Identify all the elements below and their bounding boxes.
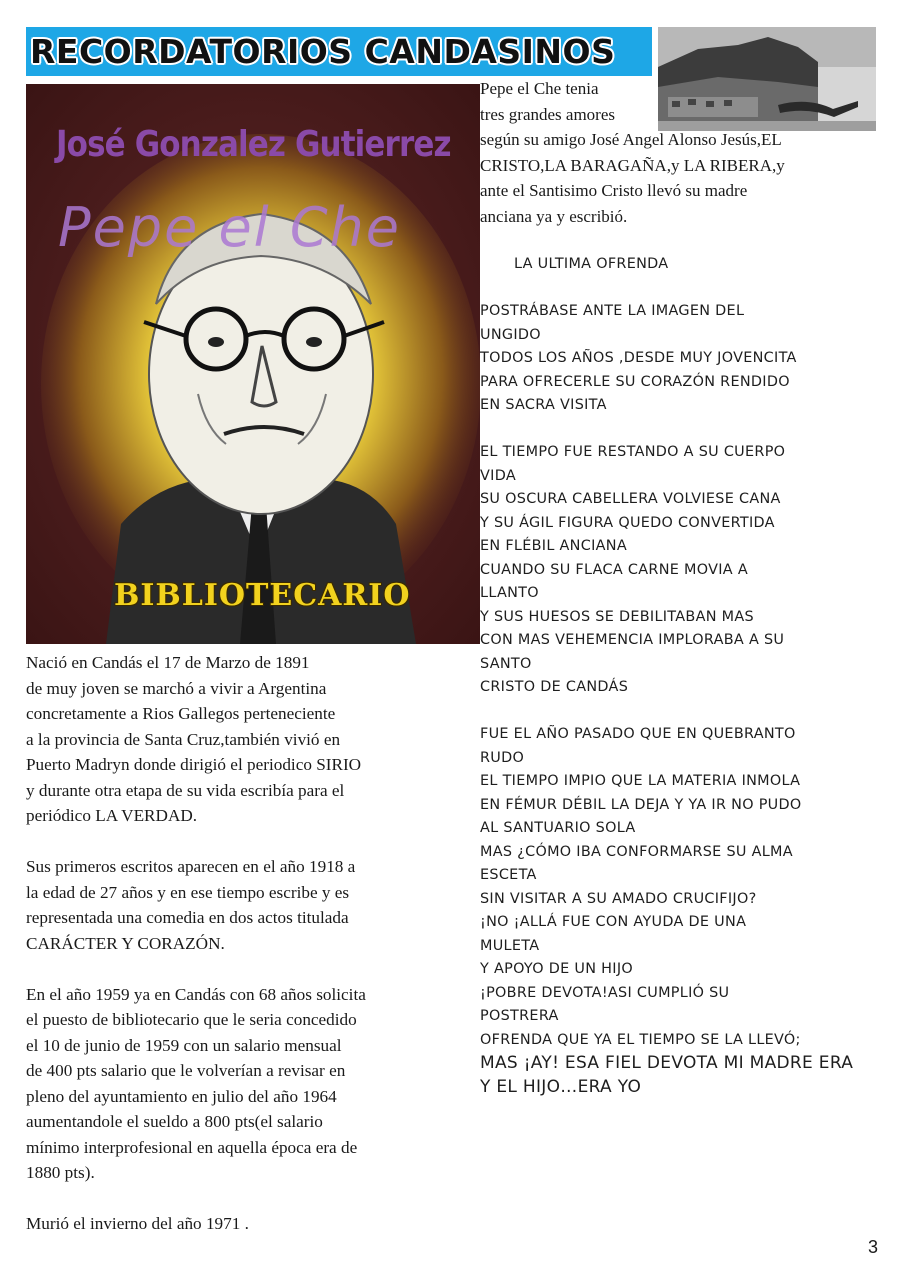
- page-number: 3: [868, 1237, 879, 1257]
- poem-line: CUANDO SU FLACA CARNE MOVIA A: [480, 561, 748, 578]
- poem-line: EN FLÉBIL ANCIANA: [480, 538, 627, 554]
- bio-line: concretamente a Rios Gallegos perteneciente: [26, 704, 336, 723]
- poem-line: MULETA: [480, 937, 540, 954]
- bio-line: En el año 1959 ya en Candás con 68 años solicita: [26, 984, 366, 1004]
- poem-line: OFRENDA QUE YA EL TIEMPO SE LA LLEVÓ;: [480, 1031, 801, 1048]
- poem-line: SIN VISITAR A SU AMADO CRUCIFIJO?: [480, 890, 757, 907]
- poem-line: POSTRÁBASE ANTE LA IMAGEN DEL: [480, 303, 745, 319]
- intro-text: [480, 76, 880, 229]
- poem-line: MAS ¿CÓMO IBA CONFORMARSE SU ALMA: [480, 843, 793, 860]
- cover-role-label: BIBLIOTECARIO: [114, 578, 411, 613]
- bio-line: pleno del ayuntamiento en julio del año 1964: [26, 1086, 337, 1106]
- poem-line: PARA OFRECERLE SU CORAZÓN RENDIDO: [480, 373, 790, 390]
- cover-nickname: Pepe el Che: [58, 196, 401, 259]
- poem-line: Y APOYO DE UN HIJO: [480, 961, 633, 977]
- portrait-drawing: [26, 84, 480, 644]
- poem-line: TODOS LOS AÑOS ,DESDE MUY JOVENCITA: [480, 350, 797, 366]
- poem-final-line: Y EL HIJO…ERA YO: [480, 1076, 642, 1097]
- poem-line: ¡NO ¡ALLÁ FUE CON AYUDA DE UNA: [480, 914, 747, 930]
- bio-line: aumentandole el sueldo a 800 pts(el salario: [26, 1112, 323, 1131]
- bio-line: Puerto Madryn donde dirigió el periodico SIRIO: [26, 755, 362, 774]
- bio-line: el puesto de bibliotecario que le seria concedido: [26, 1010, 357, 1029]
- poem-line: AL SANTUARIO SOLA: [480, 820, 636, 836]
- bio-line: mínimo interprofesional en aquella época era de: [26, 1137, 358, 1157]
- poem-final-line: MAS ¡AY! ESA FIEL DEVOTA MI MADRE ERA: [480, 1053, 854, 1073]
- bio-line: a la provincia de Santa Cruz,también vivió en: [26, 729, 341, 749]
- cover-author-name: José Gonzalez Gutierrez: [56, 124, 451, 165]
- poem-line: VIDA: [480, 467, 516, 484]
- poem-line: LLANTO: [480, 585, 539, 601]
- poem-line: EN FÉMUR DÉBIL LA DEJA Y YA IR NO PUDO: [480, 796, 802, 813]
- bio-line: de 400 pts salario que le volverían a revisar en: [26, 1061, 346, 1080]
- page-title: RECORDATORIOS CANDASINOS: [30, 32, 616, 71]
- bio-line: y durante otra etapa de su vida escribía para el: [26, 780, 345, 800]
- poem-line: SANTO: [480, 655, 532, 672]
- poem-line: CON MAS VEHEMENCIA IMPLORABA A SU: [480, 632, 785, 648]
- biography-text: [26, 650, 456, 1237]
- bio-line: 1880 pts).: [26, 1163, 95, 1182]
- intro-line: CRISTO,LA BARAGAÑA,y LA RIBERA,y: [480, 155, 785, 175]
- poem-line: EL TIEMPO FUE RESTANDO A SU CUERPO: [480, 444, 786, 460]
- bio-line: representada una comedia en dos actos titulada: [26, 908, 349, 927]
- poem-line: POSTRERA: [480, 1008, 559, 1024]
- poem-title: LA ULTIMA OFRENDA: [514, 256, 669, 272]
- intro-line: anciana ya y escribió.: [480, 206, 628, 226]
- bio-line: Sus primeros escritos aparecen en el año 1918 a: [26, 857, 356, 876]
- poem-line: CRISTO DE CANDÁS: [480, 679, 629, 695]
- bio-line: la edad de 27 años y en ese tiempo escribe y es: [26, 882, 350, 902]
- intro-line: ante el Santisimo Cristo llevó su madre: [480, 181, 748, 200]
- poem-line: Y SU ÁGIL FIGURA QUEDO CONVERTIDA: [480, 514, 775, 531]
- bio-line: Nació en Candás el 17 de Marzo de 1891: [26, 653, 310, 672]
- poem-line: UNGIDO: [480, 326, 541, 343]
- poem: [480, 253, 890, 1099]
- bio-line: Murió el invierno del año 1971 .: [26, 1214, 249, 1233]
- poem-line: ¡POBRE DEVOTA!ASI CUMPLIÓ SU: [480, 984, 730, 1001]
- bio-line: de muy joven se marchó a vivir a Argentina: [26, 678, 327, 698]
- header-banner: [26, 27, 652, 76]
- poem-line: FUE EL AÑO PASADO QUE EN QUEBRANTO: [480, 726, 796, 742]
- bio-line: periódico LA VERDAD.: [26, 806, 198, 825]
- intro-line: tres grandes amores: [480, 104, 616, 124]
- poem-line: Y SUS HUESOS SE DEBILITABAN MAS: [480, 608, 754, 625]
- intro-line: Pepe el Che tenia: [480, 79, 599, 98]
- poem-line: ESCETA: [480, 867, 537, 883]
- bio-line: CARÁCTER Y CORAZÓN.: [26, 933, 225, 953]
- book-cover-image: [26, 84, 480, 644]
- poem-line: RUDO: [480, 749, 525, 766]
- bio-line: el 10 de junio de 1959 con un salario mensual: [26, 1035, 342, 1055]
- poem-line: SU OSCURA CABELLERA VOLVIESE CANA: [480, 491, 781, 507]
- intro-line: según su amigo José Angel Alonso Jesús,EL: [480, 130, 782, 149]
- poem-line: EL TIEMPO IMPIO QUE LA MATERIA INMOLA: [480, 773, 801, 789]
- poem-line: EN SACRA VISITA: [480, 397, 607, 413]
